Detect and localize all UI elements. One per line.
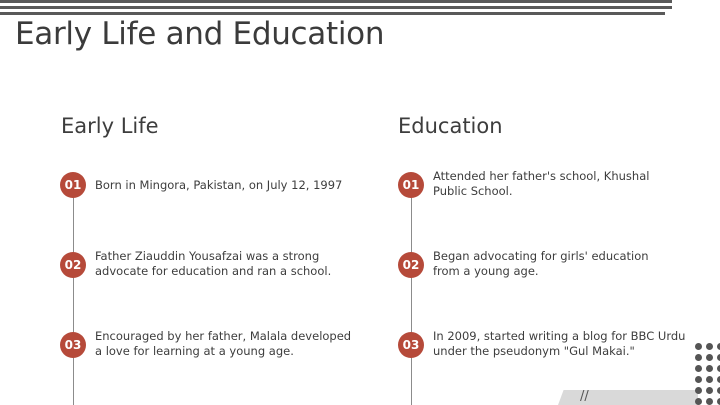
dot (695, 365, 702, 372)
early-life-heading: Early Life (61, 114, 159, 138)
item-text: Attended her father's school, Khushal Public School. (433, 169, 650, 198)
dot (695, 343, 702, 350)
top-rule-3 (0, 12, 665, 15)
dot (706, 343, 713, 350)
dot (706, 376, 713, 383)
dot (695, 398, 702, 405)
education-heading: Education (398, 114, 503, 138)
item-text: Father Ziauddin Yousafzai was a strong advocate for education and ran a school. (95, 249, 332, 278)
dot (706, 387, 713, 394)
top-rule-2 (0, 6, 672, 9)
item-text: Began advocating for girls' education from a young age. (433, 249, 649, 278)
number-badge: 01 (398, 172, 424, 198)
slide-title: Early Life and Education (15, 16, 385, 52)
number-badge: 03 (60, 332, 86, 358)
dot (695, 376, 702, 383)
top-rule-1 (0, 0, 672, 3)
decorative-grey-bar (558, 390, 698, 405)
decorative-dot-grid (695, 343, 720, 405)
number-badge: 03 (398, 332, 424, 358)
dot (706, 365, 713, 372)
number-badge: 01 (60, 172, 86, 198)
item-text: Encouraged by her father, Malala developed a love for learning at a young age. (95, 329, 352, 358)
decorative-slash: // (580, 389, 589, 404)
dot (695, 354, 702, 361)
item-text: In 2009, started writing a blog for BBC Urdu under the pseudonym "Gul Makai." (433, 329, 686, 358)
dot (695, 387, 702, 394)
dot (706, 354, 713, 361)
number-badge: 02 (398, 252, 424, 278)
education-timeline-line (411, 196, 412, 405)
early-life-timeline-line (73, 196, 74, 405)
dot (706, 398, 713, 405)
item-text: Born in Mingora, Pakistan, on July 12, 1997 (95, 178, 343, 192)
number-badge: 02 (60, 252, 86, 278)
